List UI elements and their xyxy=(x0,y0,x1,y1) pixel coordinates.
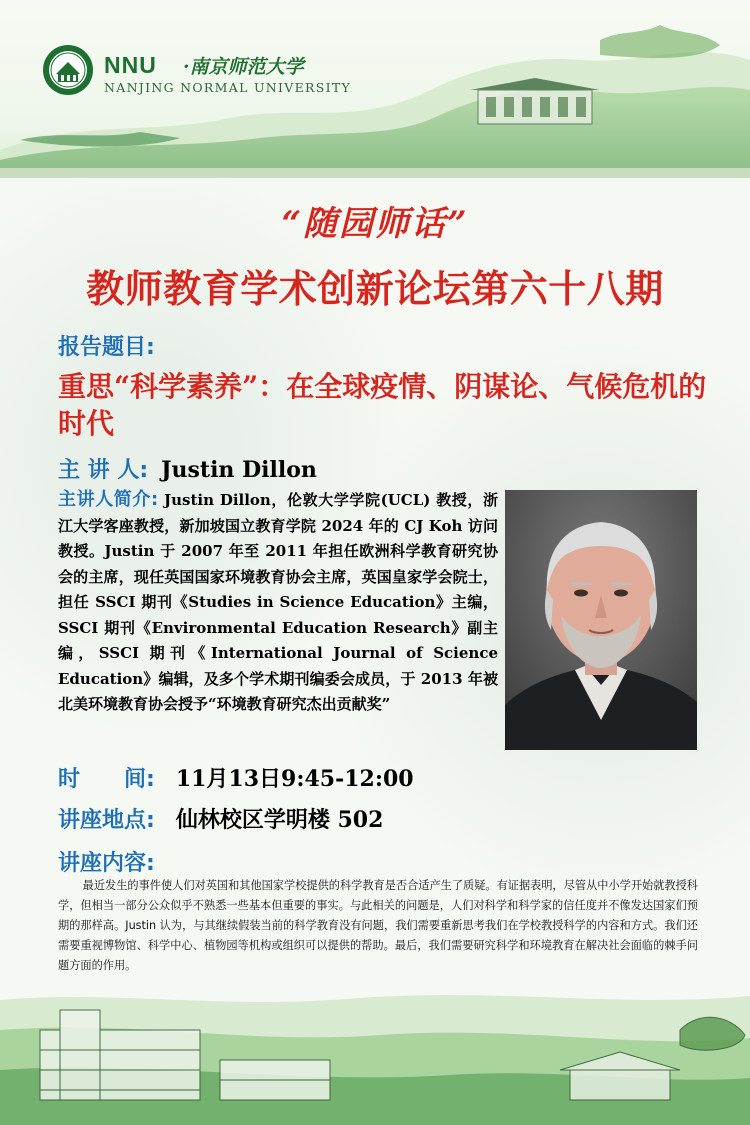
lecture-content: 最近发生的事件使人们对英国和其他国家学校提供的科学教育是否合适产生了质疑。有证据表明，尽管从中小学开始就教授科学，但相当一部分公众似乎不熟悉一些基本但重要的事实。与此相关的问题是，人们对科学和科学家的信任度并不像发达国家们预期的那样高。Justin 认为，与其继续假装当前的科学教育没有问题，我们需要重新思考我们在学校教授科学的内容和方式。我们还需要重视博物馆、科学中心、植物园等机构或组织可以提供的帮助。最后，我们需要研究科学和环境教育在解决社会面临的棘手问题方面的作用。 xyxy=(58,879,698,972)
topic-label: 报告题目: xyxy=(58,335,155,360)
forum-title: 教师教育学术创新论坛第六十八期 xyxy=(86,266,664,311)
content-label: 讲座内容: xyxy=(58,851,155,876)
bio-label: 主讲人简介: xyxy=(58,489,159,510)
campus-illustration xyxy=(0,990,750,1125)
logo-university-en: NANJING NORMAL UNIVERSITY xyxy=(104,80,352,95)
time-row xyxy=(58,762,414,793)
speaker-label: 主 讲 人: xyxy=(58,458,149,483)
speaker-bio xyxy=(58,487,498,718)
header-banner xyxy=(0,0,750,178)
time-label: 时 间: xyxy=(58,767,155,792)
time-value: 11月13日9:45-12:00 xyxy=(175,766,414,792)
logo-nnu: NNU xyxy=(104,52,157,78)
speaker-row xyxy=(58,453,317,484)
speaker-photo xyxy=(505,490,697,750)
speaker-name: Justin Dillon xyxy=(161,457,317,483)
location-label: 讲座地点: xyxy=(58,808,155,833)
university-seal-icon xyxy=(42,44,94,96)
topic-title: 重思“科学素养”：在全球疫情、阴谋论、气候危机的时代 xyxy=(58,370,707,440)
bio-text: Justin Dillon，伦敦大学学院(UCL) 教授，浙江大学客座教授，新加坡国立教育学院 2024 年的 CJ Koh 访问教授。Justin 于 2007 年至 2011 年担任欧洲科学教育研究协会的主席，现任英国国家环境教育协会主席，英国皇家学会院士，担任 SSCI 期刊《Studies in Science Education》主编，SSCI 期刊《Environmental Education Research》副主编，SSCI 期刊《International Journal of Science Education》编辑，及多个学术期刊编委会成员，于 2013 年被北美环境教育协会授予“环境教育研究杰出贡献奖” xyxy=(58,491,498,713)
location-value: 仙林校区学明楼 502 xyxy=(175,807,384,833)
location-row xyxy=(58,803,383,834)
series-subtitle: “随园师话” xyxy=(281,204,469,244)
logo-university-cn: ·南京师范大学 xyxy=(183,56,304,78)
